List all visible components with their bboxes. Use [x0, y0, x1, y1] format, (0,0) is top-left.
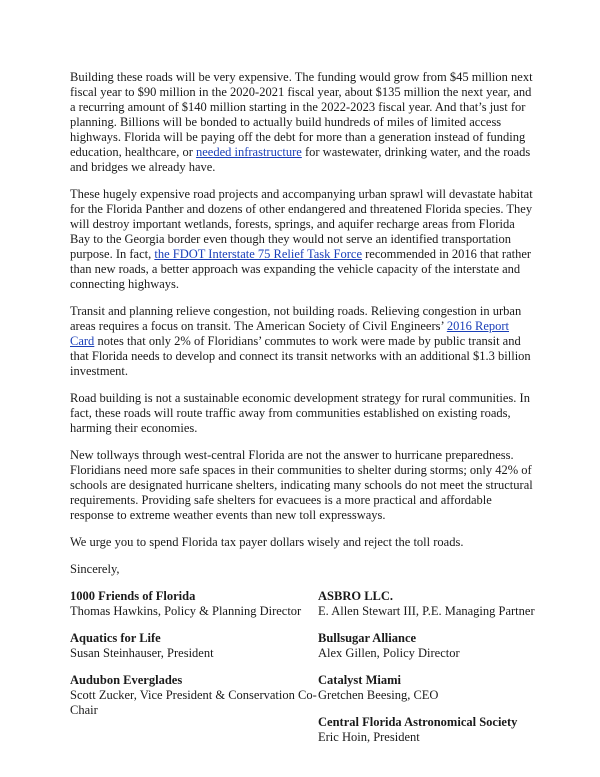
- signatory: [70, 631, 318, 661]
- signatory: [318, 589, 536, 619]
- signatories-left: [70, 589, 318, 757]
- org-person: Eric Hoin, President: [318, 730, 420, 744]
- org-person: Alex Gillen, Policy Director: [318, 646, 460, 660]
- org-name: ASBRO LLC.: [318, 589, 394, 603]
- paragraph-text: Transit and planning relieve congestion, not building roads. Relieving congestion in urban areas requires a focus on transit. The American Society of Civil Engineers’: [70, 304, 522, 333]
- signatory: [318, 631, 536, 661]
- paragraph-text: notes that only 2% of Floridians’ commutes to work were made by public transit and that Florida needs to develop and connect its transit networks with an additional $1.3 billion investment.: [70, 334, 531, 378]
- org-person: Thomas Hawkins, Policy & Planning Director: [70, 604, 302, 618]
- signatories: [70, 589, 536, 757]
- paragraph-transit: [70, 304, 536, 379]
- signatory: [70, 673, 318, 718]
- paragraph-urge: We urge you to spend Florida tax payer dollars wisely and reject the toll roads.: [70, 535, 464, 549]
- letter-page: [70, 70, 536, 757]
- fdot-task-force-link[interactable]: the FDOT Interstate 75 Relief Task Force: [154, 247, 363, 261]
- org-name: Bullsugar Alliance: [318, 631, 417, 645]
- org-person: Scott Zucker, Vice President & Conservation Co-Chair: [70, 688, 317, 717]
- paragraph-funding: [70, 70, 536, 175]
- org-name: Catalyst Miami: [318, 673, 401, 687]
- org-name: Aquatics for Life: [70, 631, 161, 645]
- paragraph-text: Building these roads will be very expensive. The funding would grow from $45 million next fiscal year to $90 million in the 2020-2021 fiscal year, about $135 million the next year, and a recurring amount of $140 million starting in the 2022-2023 fiscal year. And that’s just for planning. Billions will be bonded to actually build hundreds of miles of limited access highways. Florida will be paying off the debt for more than a generation instead of funding education, healthcare, or: [70, 70, 533, 159]
- needed-infrastructure-link[interactable]: needed infrastructure: [195, 145, 302, 159]
- signatory: [70, 589, 318, 619]
- closing: Sincerely,: [70, 562, 120, 576]
- signatories-right: [318, 589, 536, 757]
- paragraph-text: These hugely expensive road projects and accompanying urban sprawl will devastate habitat for the Florida Panther and dozens of other endangered and threatened Florida species. They will destroy important wetlands, forests, springs, and aquifer recharge areas from Florida Bay to the Georgia border even though they would not serve an identified transportation purpose. In fact,: [70, 187, 533, 261]
- signatory: [318, 715, 536, 745]
- paragraph-text: recommended in 2016 that rather than new roads, a better approach was expanding the vehicle capacity of the interstate and connecting highways.: [70, 247, 532, 291]
- paragraph-rural: Road building is not a sustainable economic development strategy for rural communities. In fact, these roads will route traffic away from communities established on existing roads, harming their economies.: [70, 391, 530, 435]
- org-name: 1000 Friends of Florida: [70, 589, 196, 603]
- org-name: Central Florida Astronomical Society: [318, 715, 518, 729]
- signatory: [318, 673, 536, 703]
- org-person: Susan Steinhauser, President: [70, 646, 214, 660]
- paragraph-habitat: [70, 187, 536, 292]
- org-name: Audubon Everglades: [70, 673, 183, 687]
- paragraph-hurricane: New tollways through west-central Florida are not the answer to hurricane preparedness. Floridians need more safe spaces in their communities to shelter during storms; only 42% of schools are designated hurricane shelters, indicating many schools do not meet the structural requirements. Providing safe shelters for evacuees is a more practical and affordable response to extreme weather events than new toll expressways.: [70, 448, 533, 522]
- org-person: E. Allen Stewart III, P.E. Managing Partner: [318, 604, 535, 618]
- report-card-link[interactable]: 2016 Report Card: [70, 319, 510, 348]
- paragraph-text: for wastewater, drinking water, and the roads and bridges we already have.: [70, 145, 531, 174]
- org-person: Gretchen Beesing, CEO: [318, 688, 439, 702]
